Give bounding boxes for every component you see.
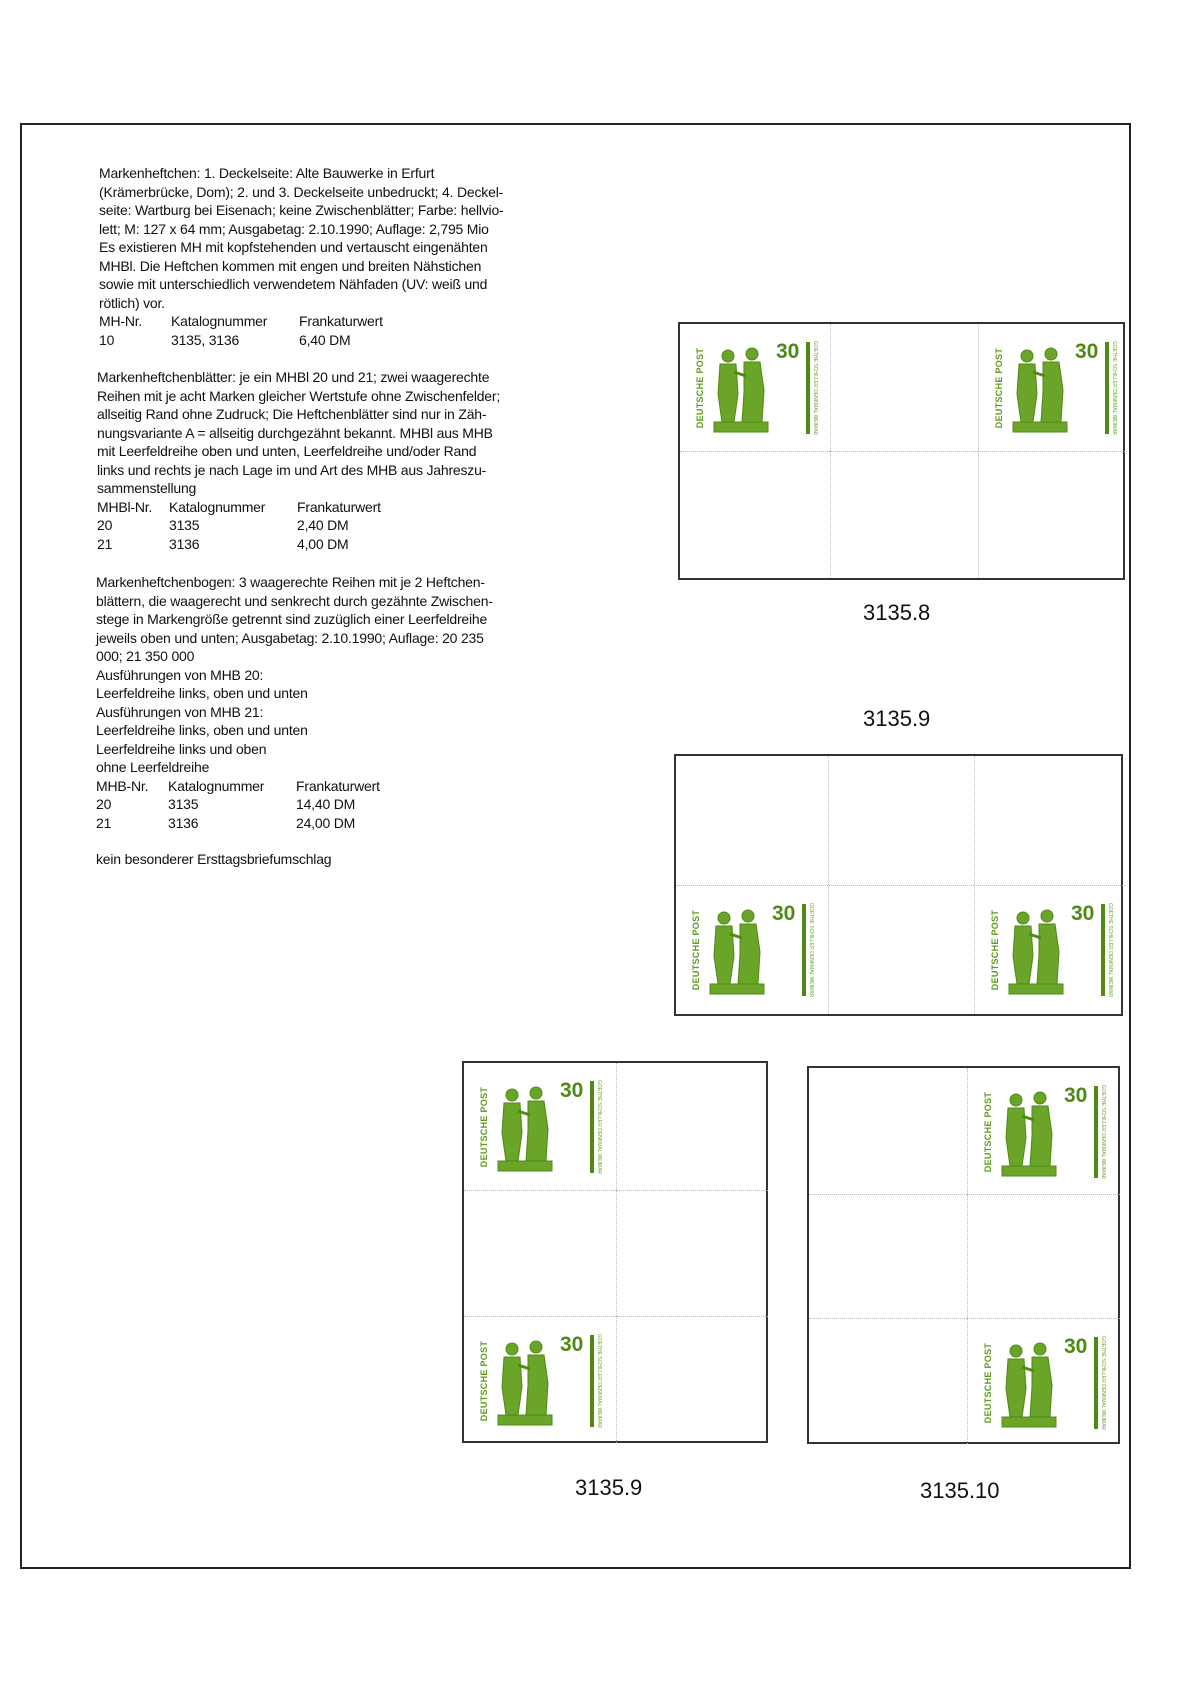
goethe-schiller-statue-icon [1003, 904, 1069, 996]
goethe-schiller-statue-icon [704, 904, 770, 996]
stamp-value: 30 [1075, 340, 1099, 363]
empty-cell [974, 756, 1125, 885]
stamp-side-inscription: GOETHE SCHILLER DENKMAL WEIMAR [596, 1333, 602, 1429]
stamp-value-bar [1105, 342, 1109, 434]
pane-cell [974, 885, 1125, 1014]
footer-note: kein besonderer Ersttagsbriefumschlag [96, 851, 332, 867]
stamp [690, 900, 814, 1000]
caption-3135-10: 3135.10 [920, 1478, 1000, 1503]
panes-description [97, 368, 500, 553]
caption-3135-9-lower: 3135.9 [575, 1475, 643, 1500]
empty-cell [680, 451, 830, 578]
goethe-schiller-statue-icon [492, 1335, 558, 1427]
stamp-value-bar [590, 1335, 594, 1427]
stamp-country-label: DEUTSCHE POST [695, 347, 705, 429]
stamp-country-label: DEUTSCHE POST [479, 1340, 489, 1422]
pane-cell [464, 1316, 616, 1443]
stamp [993, 338, 1117, 438]
stamp-block-3135-9-lower [462, 1061, 768, 1443]
caption-3135-9-upper: 3135.9 [863, 706, 931, 731]
booklet-table-header: MH-Nr. Katalognummer Frankaturwert [99, 313, 383, 329]
goethe-schiller-statue-icon [492, 1081, 558, 1173]
gutter-cell [828, 885, 974, 1014]
stamp-side-inscription: GOETHE SCHILLER DENKMAL WEIMAR [1107, 902, 1113, 998]
sheets-intro: Markenheftchenbogen: 3 waagerechte Reihen mit je 2 Heftchen- blättern, die waagerecht und senkrecht durch gezähnte Zwischen- stege in Markengröße getrennt sind zuzüglich einer Leerfeldreihe jeweils oben und unten; Ausgabetag: 2.10.1990; Auflage: 20 235 000; 21 350 000 Ausführungen von MHB 20: Leerfeldreihe links, oben und unten Ausführungen von MHB 21: Leerfeldreihe links, oben und unten Leerfeldreihe links und oben ohne Leerfeldreihe [96, 574, 493, 775]
panes-table-header: MHBl-Nr. Katalognummer Frankaturwert [97, 498, 381, 515]
goethe-schiller-statue-icon [708, 342, 774, 434]
table-row: 20 3135 14,40 DM [96, 796, 356, 812]
caption-3135-8: 3135.8 [863, 600, 931, 625]
stamp-value-bar [590, 1081, 594, 1173]
stamp-country-label: DEUTSCHE POST [983, 1091, 993, 1173]
stamp-value: 30 [1064, 1335, 1088, 1358]
empty-cell [616, 1190, 768, 1316]
stamp-value-bar [1094, 1337, 1098, 1429]
table-row: 21 3136 4,00 DM [97, 535, 349, 552]
stamp-value: 30 [560, 1079, 584, 1102]
sheets-description [96, 573, 493, 869]
stamp-value-bar [1094, 1086, 1098, 1178]
stamp-value-bar [806, 342, 810, 434]
stamp-value: 30 [776, 340, 800, 363]
empty-cell [809, 1194, 967, 1318]
table-row: 21 3136 24,00 DM [96, 814, 356, 831]
goethe-schiller-statue-icon [1007, 342, 1073, 434]
stamp-country-label: DEUTSCHE POST [990, 909, 1000, 991]
stamp-country-label: DEUTSCHE POST [983, 1342, 993, 1424]
pane-cell [967, 1318, 1120, 1444]
stamp-side-inscription: GOETHE SCHILLER DENKMAL WEIMAR [1111, 340, 1117, 436]
stamp-value-bar [1101, 904, 1105, 996]
stamp-country-label: DEUTSCHE POST [691, 909, 701, 991]
gutter-cell [967, 1194, 1120, 1318]
empty-cell [809, 1068, 967, 1194]
stamp-value: 30 [1064, 1084, 1088, 1107]
stamp-side-inscription: GOETHE SCHILLER DENKMAL WEIMAR [1100, 1335, 1106, 1431]
pane-cell [978, 324, 1127, 451]
gutter-cell [464, 1190, 616, 1316]
stamp-block-3135-10 [807, 1066, 1120, 1444]
pane-cell [967, 1068, 1120, 1194]
empty-cell [616, 1063, 768, 1190]
stamp-block-3135-8 [678, 322, 1125, 580]
pane-cell [676, 885, 828, 1014]
panes-intro: Markenheftchenblätter: je ein MHBl 20 und 21; zwei waagerechte Reihen mit je acht Marken gleicher Wertstufe ohne Zwischenfelder; allseitig Rand ohne Zudruck; Die Heftchenblätter sind nur in Zäh- nungsvariante A = allseitig durchgezähnt bekannt. MHBl aus MHB mit Leerfeldreihe oben und unten, Leerfeldreihe und/oder Rand links und rechts je nach Lage im und Art des MHB aus Jahreszu- sammenstellung [97, 369, 501, 496]
stamp-value: 30 [772, 902, 796, 925]
stamp-block-3135-9-upper [674, 754, 1123, 1016]
booklet-intro: Markenheftchen: 1. Deckelseite: Alte Bauwerke in Erfurt (Krämerbrücke, Dom); 2. und 3. Deckelseite unbedruckt; 4. Deckel- seite: Wartburg bei Eisenach; keine Zwischenblätter; Farbe: hellvio- lett; M: 127 x 64 mm; Ausgabetag: 2.10.1990; Auflage: 2,795 Mio Es existieren MH mit kopfstehenden und vertauscht eingenähten MHBl. Die Heftchen kommen mit engen und breiten Nähstichen sowie mit unterschiedlich verwendetem Nähfaden (UV: weiß und rötlich) vor. [99, 165, 504, 311]
pane-cell [680, 324, 830, 451]
stamp [989, 900, 1113, 1000]
goethe-schiller-statue-icon [996, 1337, 1062, 1429]
empty-cell [676, 756, 828, 885]
stamp-country-label: DEUTSCHE POST [994, 347, 1004, 429]
stamp-side-inscription: GOETHE SCHILLER DENKMAL WEIMAR [812, 340, 818, 436]
stamp-side-inscription: GOETHE SCHILLER DENKMAL WEIMAR [808, 902, 814, 998]
empty-cell [830, 451, 978, 578]
stamp-value: 30 [1071, 902, 1095, 925]
empty-cell [978, 451, 1127, 578]
stamp-side-inscription: GOETHE SCHILLER DENKMAL WEIMAR [596, 1079, 602, 1175]
stamp-value: 30 [560, 1333, 584, 1356]
table-row: 10 3135, 3136 6,40 DM [99, 331, 351, 348]
booklet-description [99, 164, 504, 349]
empty-cell [616, 1316, 768, 1443]
empty-cell [828, 756, 974, 885]
goethe-schiller-statue-icon [996, 1086, 1062, 1178]
stamp-side-inscription: GOETHE SCHILLER DENKMAL WEIMAR [1100, 1084, 1106, 1180]
pane-cell [464, 1063, 616, 1190]
stamp [478, 1331, 602, 1431]
empty-cell [809, 1318, 967, 1444]
stamp [478, 1077, 602, 1177]
stamp-country-label: DEUTSCHE POST [479, 1086, 489, 1168]
table-row: 20 3135 2,40 DM [97, 517, 349, 533]
stamp [982, 1333, 1106, 1433]
stamp [694, 338, 818, 438]
gutter-cell [830, 324, 978, 451]
stamp [982, 1082, 1106, 1182]
stamp-value-bar [802, 904, 806, 996]
sheets-table-header: MHB-Nr. Katalognummer Frankaturwert [96, 777, 380, 794]
